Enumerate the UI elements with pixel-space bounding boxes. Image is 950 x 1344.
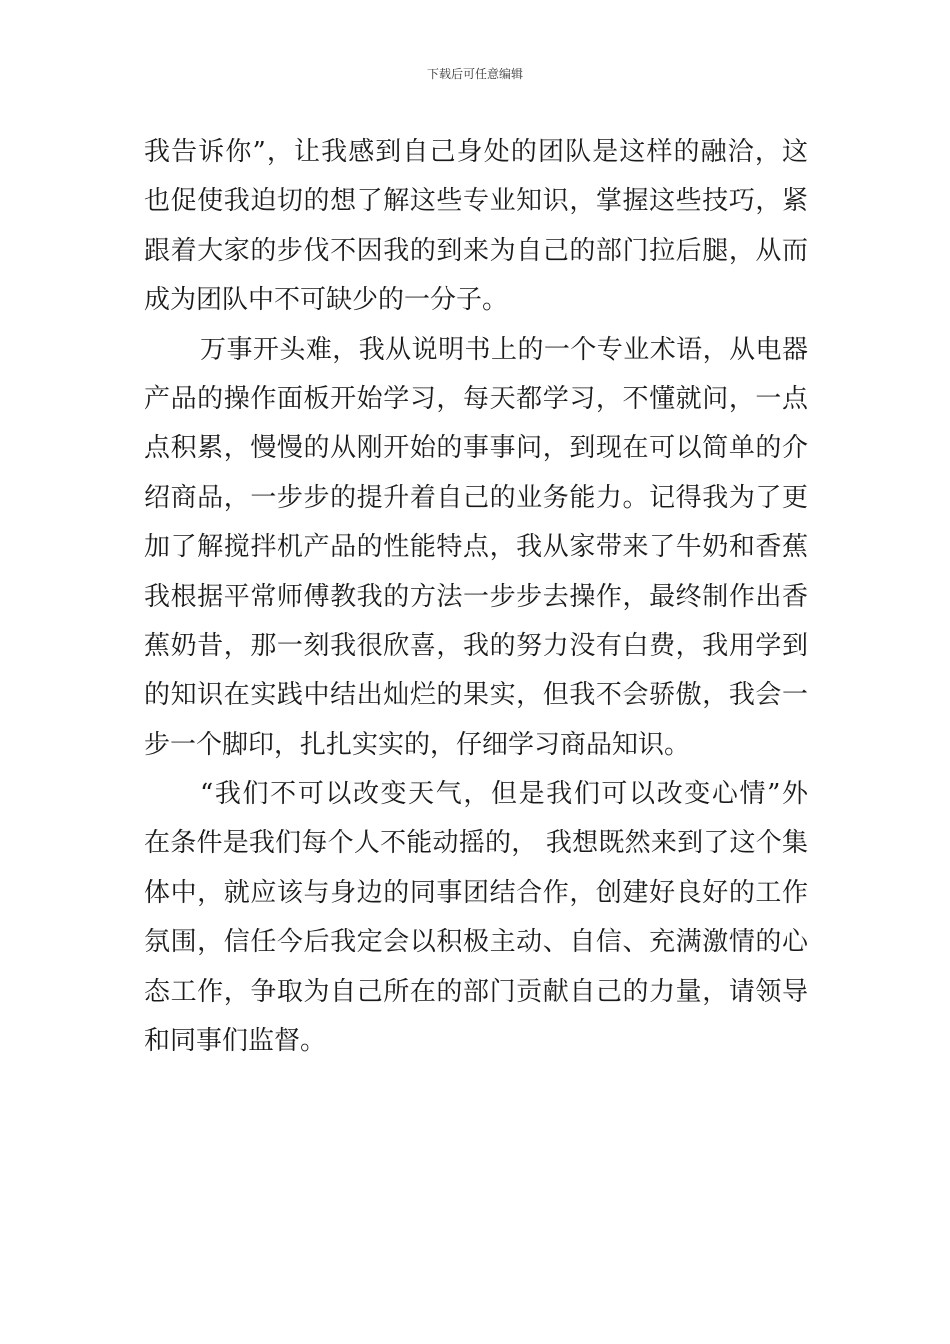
text-line: 绍商品，一步步的提升着自己的业务能力。记得我为了更: [144, 482, 808, 513]
text-line: 氛围，信任今后我定会以积极主动、自信、充满激情的心: [144, 927, 808, 958]
text-line: 体中，就应该与身边的同事团结合作，创建好良好的工作: [144, 877, 808, 908]
text-line: “我们不可以改变天气，但是我们可以改变心情”外: [200, 779, 808, 810]
page-header-note: 下载后可任意编辑: [426, 67, 523, 81]
text-line: 步一个脚印，扎扎实实的，仔细学习商品知识。: [144, 729, 691, 760]
text-line: 的知识在实践中结出灿烂的果实，但我不会骄傲，我会一: [144, 680, 808, 711]
text-line: 成为团队中不可缺少的一分子。: [144, 285, 509, 316]
text-line: 点积累，慢慢的从刚开始的事事问，到现在可以简单的介: [144, 433, 808, 464]
body-text: [144, 128, 808, 1066]
text-line: 也促使我迫切的想了解这些专业知识，掌握这些技巧，紧: [144, 186, 808, 217]
text-line: 加了解搅拌机产品的性能特点，我从家带来了牛奶和香蕉: [144, 532, 808, 563]
text-line: 我根据平常师傅教我的方法一步步去操作，最终制作出香: [144, 581, 808, 612]
text-line: 产品的操作面板开始学习，每天都学习，不懂就问，一点: [144, 383, 808, 414]
text-line: 万事开头难，我从说明书上的一个专业术语，从电器: [200, 334, 808, 365]
text-line: 和同事们监督。: [144, 1026, 327, 1057]
text-line: 蕉奶昔，那一刻我很欣喜，我的努力没有白费，我用学到: [144, 630, 808, 661]
text-line: 态工作，争取为自己所在的部门贡献自己的力量，请领导: [144, 976, 808, 1007]
text-line: 我告诉你”，让我感到自己身处的团队是这样的融洽，这: [144, 137, 808, 167]
text-line: 跟着大家的步伐不因我的到来为自己的部门拉后腿，从而: [144, 235, 808, 266]
text-line: 在条件是我们每个人不能动摇的， 我想既然来到了这个集: [144, 828, 808, 859]
